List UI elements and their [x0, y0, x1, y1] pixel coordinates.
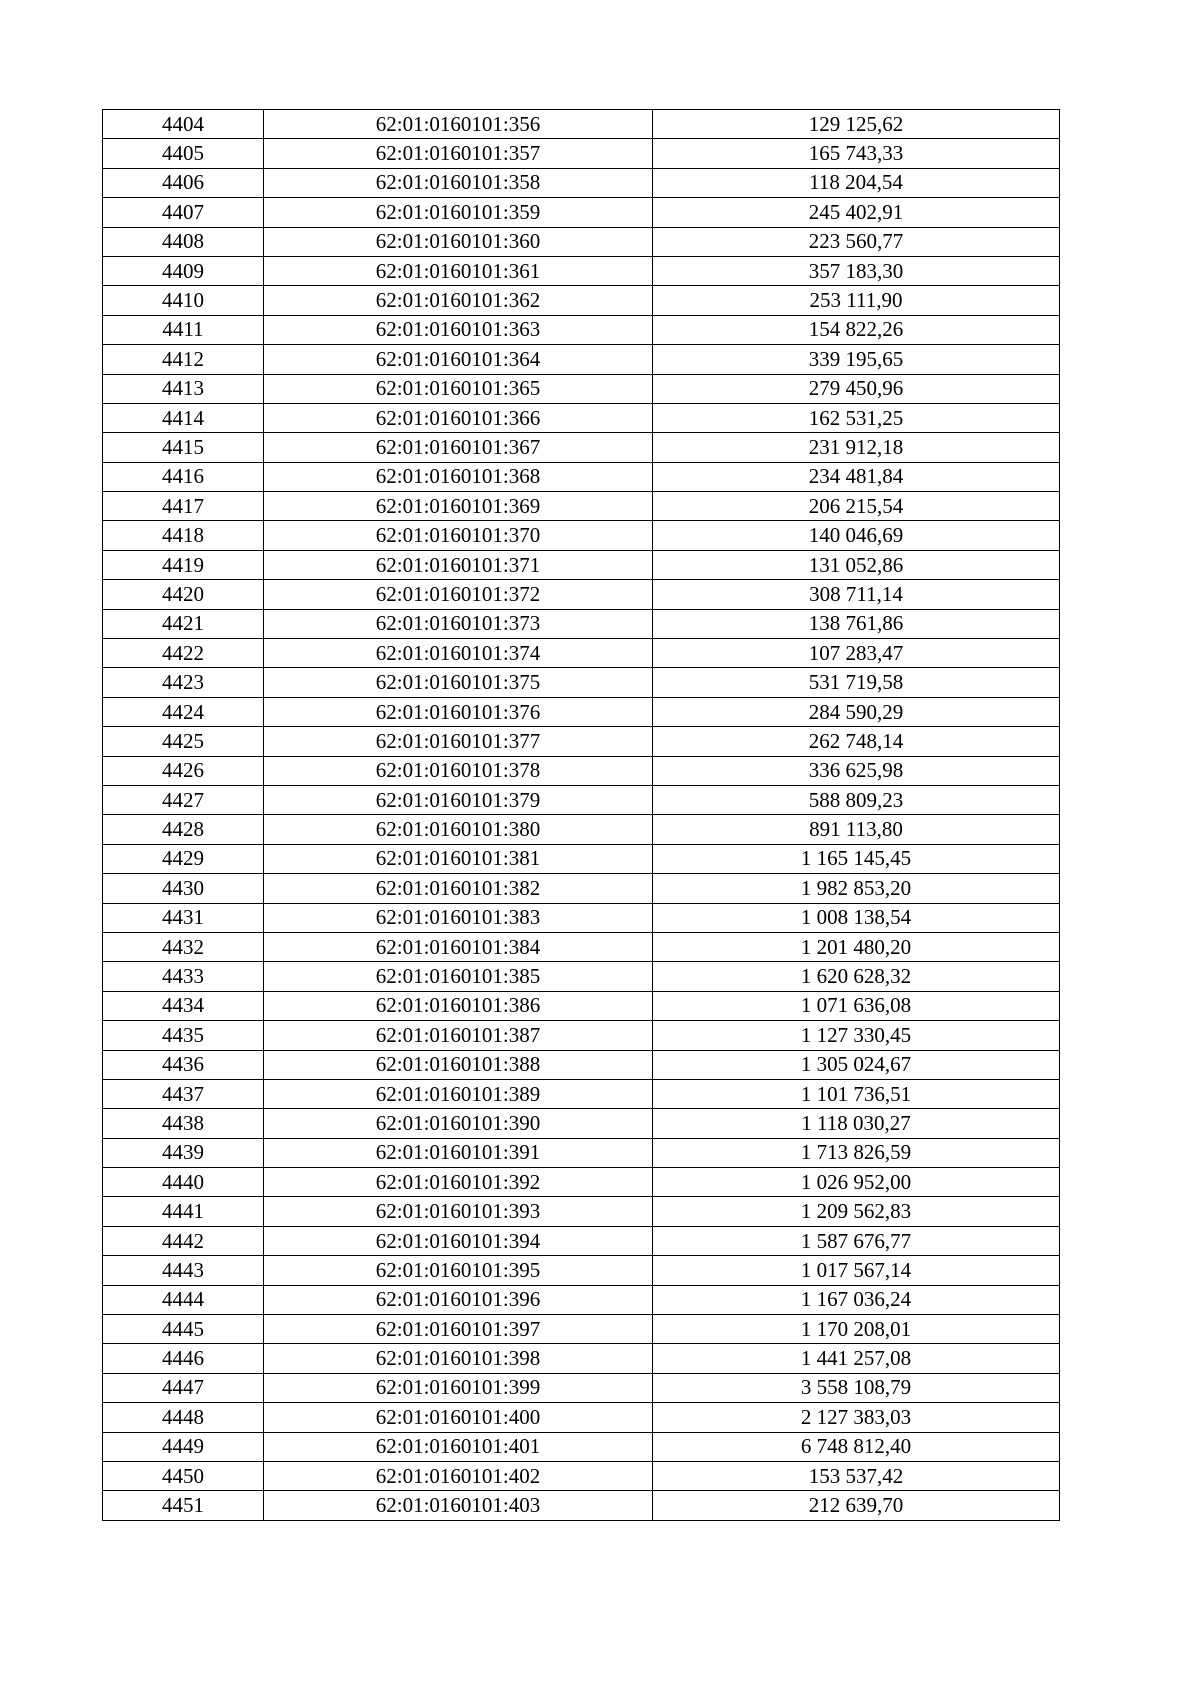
row-number-cell: 4429 — [103, 844, 264, 873]
table-row — [103, 756, 1060, 785]
table-row — [103, 1109, 1060, 1138]
value-cell: 1 017 567,14 — [653, 1256, 1060, 1285]
table-row — [103, 198, 1060, 227]
row-number-cell: 4450 — [103, 1461, 264, 1490]
row-number-cell: 4438 — [103, 1109, 264, 1138]
row-number-cell: 4408 — [103, 227, 264, 256]
row-number-cell: 4434 — [103, 991, 264, 1020]
cadastral-number-cell: 62:01:0160101:397 — [264, 1315, 653, 1344]
value-cell: 138 761,86 — [653, 609, 1060, 638]
row-number-cell: 4421 — [103, 609, 264, 638]
table-row — [103, 844, 1060, 873]
value-cell: 212 639,70 — [653, 1491, 1060, 1520]
value-cell: 1 201 480,20 — [653, 932, 1060, 961]
cadastral-number-cell: 62:01:0160101:392 — [264, 1168, 653, 1197]
row-number-cell: 4442 — [103, 1226, 264, 1255]
cadastral-number-cell: 62:01:0160101:362 — [264, 286, 653, 315]
row-number-cell: 4407 — [103, 198, 264, 227]
cadastral-number-cell: 62:01:0160101:364 — [264, 345, 653, 374]
table-row — [103, 697, 1060, 726]
value-cell: 165 743,33 — [653, 139, 1060, 168]
row-number-cell: 4422 — [103, 639, 264, 668]
row-number-cell: 4418 — [103, 521, 264, 550]
cadastral-number-cell: 62:01:0160101:386 — [264, 991, 653, 1020]
cadastral-number-cell: 62:01:0160101:396 — [264, 1285, 653, 1314]
value-cell: 1 209 562,83 — [653, 1197, 1060, 1226]
cadastral-number-cell: 62:01:0160101:398 — [264, 1344, 653, 1373]
cadastral-number-cell: 62:01:0160101:376 — [264, 697, 653, 726]
table-row — [103, 609, 1060, 638]
cadastral-number-cell: 62:01:0160101:380 — [264, 815, 653, 844]
value-cell: 1 165 145,45 — [653, 844, 1060, 873]
value-cell: 531 719,58 — [653, 668, 1060, 697]
value-cell: 1 982 853,20 — [653, 874, 1060, 903]
table-row — [103, 1138, 1060, 1167]
cadastral-number-cell: 62:01:0160101:382 — [264, 874, 653, 903]
table-row — [103, 315, 1060, 344]
table-row — [103, 991, 1060, 1020]
table-row — [103, 903, 1060, 932]
cadastral-number-cell: 62:01:0160101:377 — [264, 727, 653, 756]
value-cell: 1 118 030,27 — [653, 1109, 1060, 1138]
value-cell: 6 748 812,40 — [653, 1432, 1060, 1461]
table-row — [103, 550, 1060, 579]
row-number-cell: 4412 — [103, 345, 264, 374]
value-cell: 588 809,23 — [653, 785, 1060, 814]
value-cell: 284 590,29 — [653, 697, 1060, 726]
table-row — [103, 1079, 1060, 1108]
cadastral-number-cell: 62:01:0160101:359 — [264, 198, 653, 227]
row-number-cell: 4416 — [103, 462, 264, 491]
table-row — [103, 492, 1060, 521]
table-row — [103, 1226, 1060, 1255]
row-number-cell: 4439 — [103, 1138, 264, 1167]
cadastral-number-cell: 62:01:0160101:391 — [264, 1138, 653, 1167]
cadastral-number-cell: 62:01:0160101:366 — [264, 403, 653, 432]
value-cell: 3 558 108,79 — [653, 1373, 1060, 1402]
row-number-cell: 4437 — [103, 1079, 264, 1108]
value-cell: 253 111,90 — [653, 286, 1060, 315]
row-number-cell: 4427 — [103, 785, 264, 814]
row-number-cell: 4405 — [103, 139, 264, 168]
table-row — [103, 874, 1060, 903]
value-cell: 206 215,54 — [653, 492, 1060, 521]
row-number-cell: 4440 — [103, 1168, 264, 1197]
cadastral-number-cell: 62:01:0160101:367 — [264, 433, 653, 462]
table-row — [103, 962, 1060, 991]
table-row — [103, 374, 1060, 403]
value-cell: 1 441 257,08 — [653, 1344, 1060, 1373]
cadastral-number-cell: 62:01:0160101:370 — [264, 521, 653, 550]
table-row — [103, 1050, 1060, 1079]
value-cell: 1 170 208,01 — [653, 1315, 1060, 1344]
value-cell: 1 713 826,59 — [653, 1138, 1060, 1167]
value-cell: 262 748,14 — [653, 727, 1060, 756]
value-cell: 107 283,47 — [653, 639, 1060, 668]
table-row — [103, 668, 1060, 697]
table-row — [103, 1021, 1060, 1050]
cadastral-number-cell: 62:01:0160101:371 — [264, 550, 653, 579]
table-row — [103, 932, 1060, 961]
cadastral-number-cell: 62:01:0160101:403 — [264, 1491, 653, 1520]
cadastral-number-cell: 62:01:0160101:395 — [264, 1256, 653, 1285]
cadastral-number-cell: 62:01:0160101:390 — [264, 1109, 653, 1138]
table-body — [103, 110, 1060, 1521]
cadastral-number-cell: 62:01:0160101:384 — [264, 932, 653, 961]
value-cell: 308 711,14 — [653, 580, 1060, 609]
row-number-cell: 4417 — [103, 492, 264, 521]
row-number-cell: 4446 — [103, 1344, 264, 1373]
table-row — [103, 1344, 1060, 1373]
table-row — [103, 1315, 1060, 1344]
cadastral-value-table — [102, 109, 1060, 1521]
row-number-cell: 4444 — [103, 1285, 264, 1314]
table-row — [103, 521, 1060, 550]
value-cell: 1 127 330,45 — [653, 1021, 1060, 1050]
table-row — [103, 727, 1060, 756]
table-row — [103, 785, 1060, 814]
row-number-cell: 4413 — [103, 374, 264, 403]
table-row — [103, 580, 1060, 609]
table-row — [103, 1168, 1060, 1197]
cadastral-number-cell: 62:01:0160101:378 — [264, 756, 653, 785]
cadastral-number-cell: 62:01:0160101:375 — [264, 668, 653, 697]
table-row — [103, 227, 1060, 256]
table-row — [103, 815, 1060, 844]
cadastral-number-cell: 62:01:0160101:388 — [264, 1050, 653, 1079]
value-cell: 339 195,65 — [653, 345, 1060, 374]
value-cell: 1 167 036,24 — [653, 1285, 1060, 1314]
cadastral-number-cell: 62:01:0160101:381 — [264, 844, 653, 873]
row-number-cell: 4430 — [103, 874, 264, 903]
row-number-cell: 4445 — [103, 1315, 264, 1344]
table-row — [103, 1432, 1060, 1461]
value-cell: 140 046,69 — [653, 521, 1060, 550]
value-cell: 1 101 736,51 — [653, 1079, 1060, 1108]
cadastral-number-cell: 62:01:0160101:400 — [264, 1403, 653, 1432]
row-number-cell: 4443 — [103, 1256, 264, 1285]
table-row — [103, 1491, 1060, 1520]
row-number-cell: 4433 — [103, 962, 264, 991]
row-number-cell: 4410 — [103, 286, 264, 315]
cadastral-number-cell: 62:01:0160101:389 — [264, 1079, 653, 1108]
cadastral-number-cell: 62:01:0160101:363 — [264, 315, 653, 344]
row-number-cell: 4411 — [103, 315, 264, 344]
table-row — [103, 1256, 1060, 1285]
cadastral-number-cell: 62:01:0160101:365 — [264, 374, 653, 403]
cadastral-number-cell: 62:01:0160101:374 — [264, 639, 653, 668]
table-row — [103, 403, 1060, 432]
row-number-cell: 4447 — [103, 1373, 264, 1402]
table-row — [103, 639, 1060, 668]
table-row — [103, 168, 1060, 197]
row-number-cell: 4441 — [103, 1197, 264, 1226]
row-number-cell: 4449 — [103, 1432, 264, 1461]
row-number-cell: 4415 — [103, 433, 264, 462]
value-cell: 1 620 628,32 — [653, 962, 1060, 991]
row-number-cell: 4406 — [103, 168, 264, 197]
value-cell: 154 822,26 — [653, 315, 1060, 344]
table-row — [103, 345, 1060, 374]
row-number-cell: 4419 — [103, 550, 264, 579]
table-row — [103, 110, 1060, 139]
table-row — [103, 1403, 1060, 1432]
cadastral-number-cell: 62:01:0160101:356 — [264, 110, 653, 139]
row-number-cell: 4414 — [103, 403, 264, 432]
row-number-cell: 4431 — [103, 903, 264, 932]
table-row — [103, 462, 1060, 491]
table-row — [103, 139, 1060, 168]
row-number-cell: 4426 — [103, 756, 264, 785]
value-cell: 153 537,42 — [653, 1461, 1060, 1490]
table-row — [103, 1197, 1060, 1226]
value-cell: 162 531,25 — [653, 403, 1060, 432]
value-cell: 131 052,86 — [653, 550, 1060, 579]
row-number-cell: 4451 — [103, 1491, 264, 1520]
table-row — [103, 1285, 1060, 1314]
row-number-cell: 4423 — [103, 668, 264, 697]
row-number-cell: 4435 — [103, 1021, 264, 1050]
table-row — [103, 286, 1060, 315]
row-number-cell: 4436 — [103, 1050, 264, 1079]
cadastral-number-cell: 62:01:0160101:401 — [264, 1432, 653, 1461]
row-number-cell: 4424 — [103, 697, 264, 726]
cadastral-number-cell: 62:01:0160101:379 — [264, 785, 653, 814]
value-cell: 357 183,30 — [653, 256, 1060, 285]
cadastral-number-cell: 62:01:0160101:402 — [264, 1461, 653, 1490]
cadastral-number-cell: 62:01:0160101:369 — [264, 492, 653, 521]
row-number-cell: 4420 — [103, 580, 264, 609]
table-row — [103, 433, 1060, 462]
cadastral-number-cell: 62:01:0160101:357 — [264, 139, 653, 168]
value-cell: 336 625,98 — [653, 756, 1060, 785]
value-cell: 1 305 024,67 — [653, 1050, 1060, 1079]
cadastral-number-cell: 62:01:0160101:385 — [264, 962, 653, 991]
cadastral-number-cell: 62:01:0160101:361 — [264, 256, 653, 285]
cadastral-number-cell: 62:01:0160101:393 — [264, 1197, 653, 1226]
cadastral-number-cell: 62:01:0160101:372 — [264, 580, 653, 609]
cadastral-number-cell: 62:01:0160101:360 — [264, 227, 653, 256]
value-cell: 234 481,84 — [653, 462, 1060, 491]
row-number-cell: 4432 — [103, 932, 264, 961]
cadastral-number-cell: 62:01:0160101:383 — [264, 903, 653, 932]
row-number-cell: 4428 — [103, 815, 264, 844]
cadastral-number-cell: 62:01:0160101:358 — [264, 168, 653, 197]
cadastral-number-cell: 62:01:0160101:368 — [264, 462, 653, 491]
row-number-cell: 4409 — [103, 256, 264, 285]
value-cell: 1 071 636,08 — [653, 991, 1060, 1020]
cadastral-number-cell: 62:01:0160101:373 — [264, 609, 653, 638]
value-cell: 129 125,62 — [653, 110, 1060, 139]
value-cell: 231 912,18 — [653, 433, 1060, 462]
cadastral-number-cell: 62:01:0160101:394 — [264, 1226, 653, 1255]
row-number-cell: 4425 — [103, 727, 264, 756]
value-cell: 1 008 138,54 — [653, 903, 1060, 932]
value-cell: 245 402,91 — [653, 198, 1060, 227]
value-cell: 891 113,80 — [653, 815, 1060, 844]
value-cell: 223 560,77 — [653, 227, 1060, 256]
row-number-cell: 4404 — [103, 110, 264, 139]
table-row — [103, 1373, 1060, 1402]
cadastral-number-cell: 62:01:0160101:399 — [264, 1373, 653, 1402]
cadastral-number-cell: 62:01:0160101:387 — [264, 1021, 653, 1050]
value-cell: 2 127 383,03 — [653, 1403, 1060, 1432]
table-row — [103, 1461, 1060, 1490]
value-cell: 1 026 952,00 — [653, 1168, 1060, 1197]
value-cell: 1 587 676,77 — [653, 1226, 1060, 1255]
value-cell: 118 204,54 — [653, 168, 1060, 197]
row-number-cell: 4448 — [103, 1403, 264, 1432]
table-row — [103, 256, 1060, 285]
value-cell: 279 450,96 — [653, 374, 1060, 403]
